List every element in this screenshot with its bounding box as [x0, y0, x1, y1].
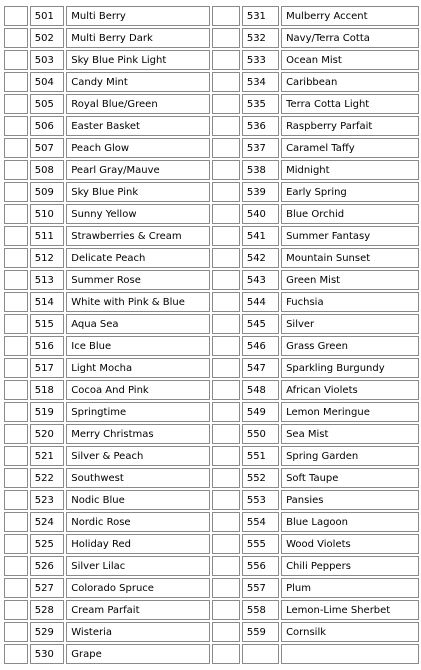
color-name-left: Royal Blue/Green	[66, 94, 210, 114]
select-cell-left	[4, 116, 28, 136]
color-name-left: Delicate Peach	[66, 248, 210, 268]
select-cell-right	[212, 28, 239, 48]
color-name-left: Summer Rose	[66, 270, 210, 290]
select-cell-left	[4, 248, 28, 268]
color-number-left: 526	[30, 556, 65, 576]
color-name-left: Cocoa And Pink	[66, 380, 210, 400]
color-number-right: 557	[242, 578, 279, 598]
select-cell-right	[212, 138, 239, 158]
table-row	[4, 6, 419, 26]
select-cell-right	[212, 314, 239, 334]
table-row	[4, 182, 419, 202]
color-number-right: 552	[242, 468, 279, 488]
color-name-right: Spring Garden	[281, 446, 419, 466]
color-number-left: 513	[30, 270, 65, 290]
color-name-left: Strawberries & Cream	[66, 226, 210, 246]
table-row	[4, 270, 419, 290]
select-cell-right	[212, 556, 239, 576]
color-number-right: 537	[242, 138, 279, 158]
color-number-left: 507	[30, 138, 65, 158]
color-number-left: 509	[30, 182, 65, 202]
color-number-right: 532	[242, 28, 279, 48]
color-number-left: 506	[30, 116, 65, 136]
color-number-left: 510	[30, 204, 65, 224]
color-number-left: 519	[30, 402, 65, 422]
select-cell-left	[4, 72, 28, 92]
color-name-right	[281, 644, 419, 664]
color-number-right: 554	[242, 512, 279, 532]
select-cell-left	[4, 490, 28, 510]
color-name-left: Peach Glow	[66, 138, 210, 158]
select-cell-left	[4, 556, 28, 576]
table-row	[4, 72, 419, 92]
color-name-right: Blue Lagoon	[281, 512, 419, 532]
select-cell-left	[4, 600, 28, 620]
select-cell-right	[212, 160, 239, 180]
color-name-left: Wisteria	[66, 622, 210, 642]
select-cell-right	[212, 622, 239, 642]
color-number-right: 556	[242, 556, 279, 576]
color-name-left: Easter Basket	[66, 116, 210, 136]
color-name-left: Silver & Peach	[66, 446, 210, 466]
color-number-right: 538	[242, 160, 279, 180]
color-number-right: 535	[242, 94, 279, 114]
color-number-left: 503	[30, 50, 65, 70]
table-row	[4, 534, 419, 554]
color-name-left: Silver Lilac	[66, 556, 210, 576]
select-cell-right	[212, 336, 239, 356]
table-row	[4, 314, 419, 334]
color-number-right: 544	[242, 292, 279, 312]
select-cell-left	[4, 380, 28, 400]
color-number-right: 534	[242, 72, 279, 92]
select-cell-left	[4, 644, 28, 664]
color-name-right: Pansies	[281, 490, 419, 510]
table-row	[4, 226, 419, 246]
color-number-left: 504	[30, 72, 65, 92]
select-cell-left	[4, 314, 28, 334]
color-name-left: Sunny Yellow	[66, 204, 210, 224]
color-number-left: 520	[30, 424, 65, 444]
color-name-left: Grape	[66, 644, 210, 664]
color-name-right: Caribbean	[281, 72, 419, 92]
color-number-left: 512	[30, 248, 65, 268]
color-number-left: 515	[30, 314, 65, 334]
color-name-right: Terra Cotta Light	[281, 94, 419, 114]
color-number-left: 514	[30, 292, 65, 312]
select-cell-left	[4, 204, 28, 224]
color-number-left: 502	[30, 28, 65, 48]
color-number-left: 518	[30, 380, 65, 400]
select-cell-right	[212, 446, 239, 466]
color-name-left: White with Pink & Blue	[66, 292, 210, 312]
table-row	[4, 600, 419, 620]
select-cell-right	[212, 402, 239, 422]
color-name-right: Mulberry Accent	[281, 6, 419, 26]
select-cell-left	[4, 226, 28, 246]
select-cell-right	[212, 534, 239, 554]
table-row	[4, 336, 419, 356]
color-name-right: Caramel Taffy	[281, 138, 419, 158]
table-row	[4, 424, 419, 444]
select-cell-right	[212, 94, 239, 114]
table-row	[4, 622, 419, 642]
color-name-right: Ocean Mist	[281, 50, 419, 70]
select-cell-right	[212, 226, 239, 246]
color-name-right: Green Mist	[281, 270, 419, 290]
color-number-right: 533	[242, 50, 279, 70]
color-name-right: Blue Orchid	[281, 204, 419, 224]
color-table	[2, 4, 421, 666]
color-number-right: 559	[242, 622, 279, 642]
color-number-right: 553	[242, 490, 279, 510]
color-name-right: Fuchsia	[281, 292, 419, 312]
color-name-right: Sparkling Burgundy	[281, 358, 419, 378]
color-number-left: 511	[30, 226, 65, 246]
table-row	[4, 512, 419, 532]
color-name-left: Cream Parfait	[66, 600, 210, 620]
color-name-right: Lemon-Lime Sherbet	[281, 600, 419, 620]
color-name-right: Mountain Sunset	[281, 248, 419, 268]
select-cell-right	[212, 248, 239, 268]
color-number-right: 545	[242, 314, 279, 334]
table-row	[4, 248, 419, 268]
color-number-right: 539	[242, 182, 279, 202]
color-number-left: 524	[30, 512, 65, 532]
select-cell-right	[212, 600, 239, 620]
select-cell-right	[212, 270, 239, 290]
color-number-right: 536	[242, 116, 279, 136]
select-cell-right	[212, 490, 239, 510]
table-row	[4, 94, 419, 114]
color-number-left: 508	[30, 160, 65, 180]
select-cell-right	[212, 182, 239, 202]
table-row	[4, 490, 419, 510]
color-name-right: Midnight	[281, 160, 419, 180]
color-name-left: Sky Blue Pink Light	[66, 50, 210, 70]
select-cell-left	[4, 94, 28, 114]
color-name-right: Grass Green	[281, 336, 419, 356]
color-name-right: Early Spring	[281, 182, 419, 202]
table-row	[4, 578, 419, 598]
select-cell-right	[212, 116, 239, 136]
color-number-left: 501	[30, 6, 65, 26]
color-name-left: Light Mocha	[66, 358, 210, 378]
color-number-left: 527	[30, 578, 65, 598]
color-name-right: Plum	[281, 578, 419, 598]
color-number-left: 505	[30, 94, 65, 114]
color-name-left: Merry Christmas	[66, 424, 210, 444]
color-name-right: Raspberry Parfait	[281, 116, 419, 136]
color-name-left: Springtime	[66, 402, 210, 422]
color-name-left: Candy Mint	[66, 72, 210, 92]
color-number-right: 543	[242, 270, 279, 290]
color-name-right: African Violets	[281, 380, 419, 400]
table-row	[4, 292, 419, 312]
select-cell-left	[4, 160, 28, 180]
select-cell-left	[4, 358, 28, 378]
color-name-right: Navy/Terra Cotta	[281, 28, 419, 48]
select-cell-left	[4, 402, 28, 422]
color-number-left: 525	[30, 534, 65, 554]
color-number-right: 540	[242, 204, 279, 224]
table-row	[4, 28, 419, 48]
color-number-left: 522	[30, 468, 65, 488]
color-name-left: Southwest	[66, 468, 210, 488]
select-cell-right	[212, 644, 239, 664]
color-number-left: 517	[30, 358, 65, 378]
color-name-left: Nordic Rose	[66, 512, 210, 532]
select-cell-left	[4, 512, 28, 532]
select-cell-left	[4, 182, 28, 202]
table-row	[4, 556, 419, 576]
select-cell-left	[4, 138, 28, 158]
select-cell-left	[4, 28, 28, 48]
select-cell-left	[4, 534, 28, 554]
select-cell-left	[4, 292, 28, 312]
table-row	[4, 50, 419, 70]
color-name-left: Sky Blue Pink	[66, 182, 210, 202]
select-cell-left	[4, 622, 28, 642]
color-name-right: Cornsilk	[281, 622, 419, 642]
color-number-left: 529	[30, 622, 65, 642]
select-cell-right	[212, 468, 239, 488]
table-row	[4, 380, 419, 400]
color-name-right: Chili Peppers	[281, 556, 419, 576]
select-cell-left	[4, 424, 28, 444]
color-number-right: 549	[242, 402, 279, 422]
select-cell-right	[212, 204, 239, 224]
color-name-left: Holiday Red	[66, 534, 210, 554]
color-number-left: 521	[30, 446, 65, 466]
select-cell-left	[4, 50, 28, 70]
table-row	[4, 138, 419, 158]
select-cell-right	[212, 358, 239, 378]
table-row	[4, 358, 419, 378]
color-number-left: 528	[30, 600, 65, 620]
select-cell-right	[212, 72, 239, 92]
color-number-left: 523	[30, 490, 65, 510]
color-name-right: Summer Fantasy	[281, 226, 419, 246]
select-cell-left	[4, 578, 28, 598]
select-cell-left	[4, 270, 28, 290]
table-row	[4, 468, 419, 488]
color-name-right: Lemon Meringue	[281, 402, 419, 422]
color-number-right: 555	[242, 534, 279, 554]
table-row	[4, 116, 419, 136]
table-row	[4, 402, 419, 422]
color-number-right: 546	[242, 336, 279, 356]
color-name-left: Pearl Gray/Mauve	[66, 160, 210, 180]
select-cell-right	[212, 292, 239, 312]
color-number-right: 550	[242, 424, 279, 444]
color-number-right: 531	[242, 6, 279, 26]
color-number-right: 541	[242, 226, 279, 246]
select-cell-left	[4, 336, 28, 356]
table-row	[4, 160, 419, 180]
select-cell-right	[212, 512, 239, 532]
select-cell-left	[4, 468, 28, 488]
color-name-left: Multi Berry	[66, 6, 210, 26]
color-number-right: 547	[242, 358, 279, 378]
select-cell-left	[4, 6, 28, 26]
color-name-left: Multi Berry Dark	[66, 28, 210, 48]
select-cell-right	[212, 6, 239, 26]
color-number-right	[242, 644, 279, 664]
color-name-left: Nodic Blue	[66, 490, 210, 510]
table-row	[4, 644, 419, 664]
color-number-right: 548	[242, 380, 279, 400]
color-number-left: 516	[30, 336, 65, 356]
select-cell-right	[212, 578, 239, 598]
select-cell-right	[212, 380, 239, 400]
color-name-right: Silver	[281, 314, 419, 334]
color-name-left: Ice Blue	[66, 336, 210, 356]
color-number-right: 542	[242, 248, 279, 268]
select-cell-left	[4, 446, 28, 466]
color-name-left: Aqua Sea	[66, 314, 210, 334]
table-row	[4, 204, 419, 224]
color-name-right: Wood Violets	[281, 534, 419, 554]
color-name-right: Sea Mist	[281, 424, 419, 444]
color-name-left: Colorado Spruce	[66, 578, 210, 598]
color-number-right: 558	[242, 600, 279, 620]
color-number-right: 551	[242, 446, 279, 466]
table-row	[4, 446, 419, 466]
color-number-left: 530	[30, 644, 65, 664]
color-table-body	[4, 6, 419, 664]
color-name-right: Soft Taupe	[281, 468, 419, 488]
select-cell-right	[212, 50, 239, 70]
select-cell-right	[212, 424, 239, 444]
